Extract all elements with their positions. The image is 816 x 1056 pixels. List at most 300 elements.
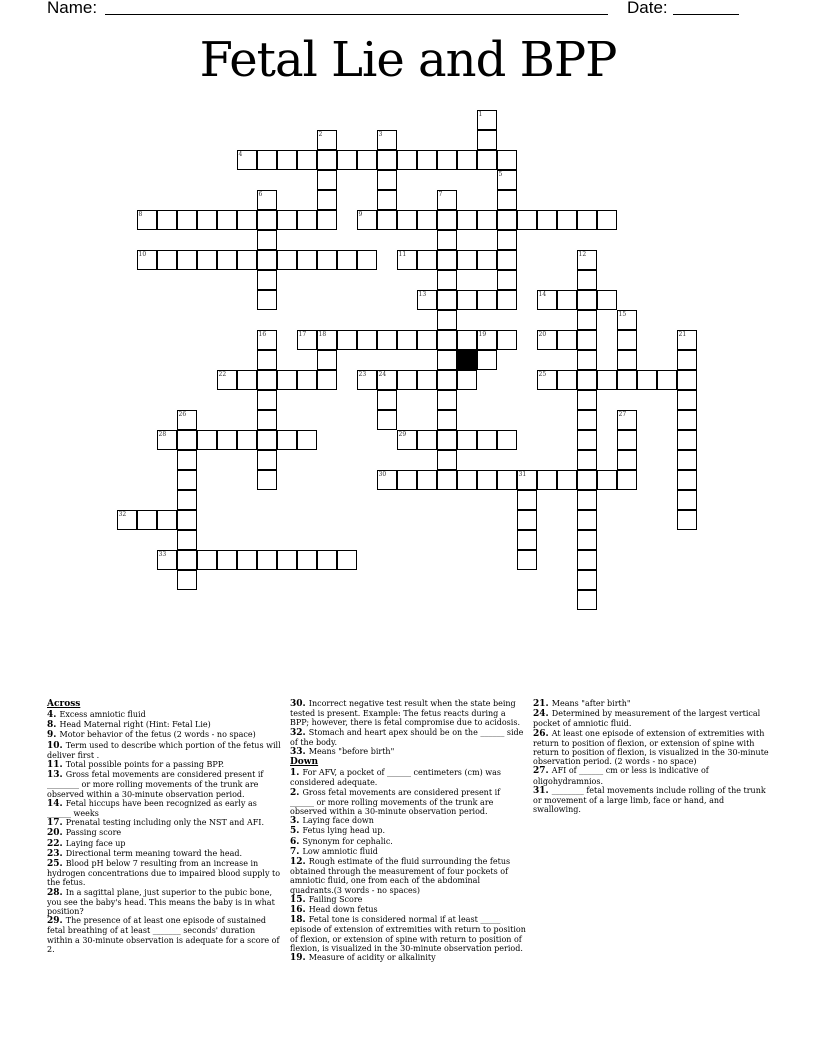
clue-number: 33 <box>158 550 167 558</box>
grid-cell[interactable] <box>457 210 477 230</box>
grid-cell[interactable] <box>437 390 457 410</box>
grid-cell[interactable] <box>437 410 457 430</box>
grid-cell[interactable] <box>677 430 697 450</box>
grid-cell[interactable] <box>197 430 217 450</box>
clue-text: Laying face up <box>65 838 126 848</box>
grid-cell[interactable] <box>677 510 697 530</box>
grid-cell[interactable] <box>577 530 597 550</box>
clue-text: Fetus lying head up. <box>302 826 385 836</box>
clue-text: Determined by measurement of the largest vertical pocket of amniotic fluid. <box>533 709 761 729</box>
grid-cell[interactable] <box>337 250 357 270</box>
grid-cell[interactable] <box>517 510 537 530</box>
grid-cell[interactable] <box>517 210 537 230</box>
grid-cell[interactable] <box>617 350 637 370</box>
grid-cell[interactable] <box>677 490 697 510</box>
clue-number: 17 <box>298 330 307 338</box>
grid-cell[interactable] <box>417 210 437 230</box>
grid-cell[interactable] <box>617 430 637 450</box>
grid-cell[interactable] <box>317 550 337 570</box>
clue-number: 8 <box>138 210 143 218</box>
grid-cell[interactable] <box>297 330 317 350</box>
grid-cell[interactable] <box>377 210 397 230</box>
clue-number-label: 14. <box>47 798 66 809</box>
grid-cell[interactable] <box>257 290 277 310</box>
clue-text: In a sagittal plane, just superior to the pubic bone, you see the baby's head. This means the baby is in what position? <box>47 887 275 917</box>
grid-cell[interactable] <box>137 250 157 270</box>
grid-cell[interactable] <box>677 410 697 430</box>
clue-number: 16 <box>258 330 267 338</box>
clue-number-label: 16. <box>290 905 309 916</box>
grid-cell[interactable] <box>617 310 637 330</box>
grid-cell[interactable] <box>497 250 517 270</box>
grid-cell[interactable] <box>297 150 317 170</box>
grid-cell[interactable] <box>437 190 457 210</box>
clue-item <box>533 729 773 767</box>
clue-item <box>47 828 283 838</box>
grid-cell[interactable] <box>157 430 177 450</box>
clue-number: 5 <box>498 170 503 178</box>
grid-cell[interactable] <box>537 330 557 350</box>
clue-text: Means "after birth" <box>551 699 631 708</box>
grid-cell[interactable] <box>677 450 697 470</box>
grid-cell[interactable] <box>257 190 277 210</box>
grid-cell[interactable] <box>457 330 477 350</box>
grid-cell[interactable] <box>417 150 437 170</box>
grid-cell[interactable] <box>537 290 557 310</box>
grid-cell[interactable] <box>137 510 157 530</box>
grid-cell[interactable] <box>577 310 597 330</box>
clue-item <box>290 826 526 836</box>
grid-cell[interactable] <box>477 150 497 170</box>
grid-cell[interactable] <box>317 330 337 350</box>
clue-number: 13 <box>418 290 427 298</box>
grid-cell[interactable] <box>177 430 197 450</box>
grid-cell[interactable] <box>177 450 197 470</box>
grid-cell[interactable] <box>517 490 537 510</box>
grid-cell[interactable] <box>477 210 497 230</box>
grid-cell[interactable] <box>477 130 497 150</box>
grid-cell[interactable] <box>517 530 537 550</box>
grid-cell[interactable] <box>257 470 277 490</box>
clue-text: Term used to describe which portion of the fetus will deliver first . <box>47 740 281 760</box>
grid-cell[interactable] <box>577 590 597 610</box>
grid-cell[interactable] <box>277 210 297 230</box>
grid-cell[interactable] <box>497 230 517 250</box>
grid-cell[interactable] <box>257 350 277 370</box>
grid-cell[interactable] <box>357 370 377 390</box>
grid-cell[interactable] <box>477 350 497 370</box>
clue-number-label: 13. <box>47 770 66 781</box>
clue-text: Means "before birth" <box>308 747 395 757</box>
clue-item <box>47 760 283 770</box>
grid-cell[interactable] <box>177 550 197 570</box>
grid-cell[interactable] <box>397 210 417 230</box>
clue-text: Head Maternal right (Hint: Fetal Lie) <box>59 720 211 730</box>
grid-cell[interactable] <box>457 150 477 170</box>
clue-number: 21 <box>678 330 687 338</box>
grid-cell[interactable] <box>237 550 257 570</box>
grid-cell[interactable] <box>497 150 517 170</box>
grid-cell[interactable] <box>297 550 317 570</box>
grid-cell[interactable] <box>437 450 457 470</box>
grid-cell[interactable] <box>577 510 597 530</box>
clue-number-label: 24. <box>533 709 552 720</box>
grid-cell[interactable] <box>497 470 517 490</box>
grid-cell[interactable] <box>537 210 557 230</box>
clue-number-label: 9. <box>47 730 60 741</box>
grid-cell[interactable] <box>537 470 557 490</box>
clue-text: Directional term meaning toward the head. <box>65 848 243 858</box>
grid-cell[interactable] <box>297 370 317 390</box>
clue-number: 10 <box>138 250 147 258</box>
grid-cell[interactable] <box>497 290 517 310</box>
grid-cell[interactable] <box>237 370 257 390</box>
clue-item <box>290 788 526 817</box>
grid-cell[interactable] <box>577 290 597 310</box>
grid-cell[interactable] <box>157 550 177 570</box>
grid-cell[interactable] <box>457 430 477 450</box>
grid-cell[interactable] <box>577 470 597 490</box>
grid-cell[interactable] <box>417 250 437 270</box>
grid-cell[interactable] <box>417 370 437 390</box>
grid-cell[interactable] <box>397 470 417 490</box>
clue-number: 3 <box>378 130 383 138</box>
grid-cell[interactable] <box>517 550 537 570</box>
clue-number-label: 8. <box>47 720 60 731</box>
clue-item <box>47 839 283 849</box>
clue-number-label: 27. <box>533 766 552 777</box>
grid-cell[interactable] <box>177 470 197 490</box>
grid-cell[interactable] <box>297 210 317 230</box>
grid-cell[interactable] <box>537 370 557 390</box>
clue-number: 28 <box>158 430 167 438</box>
grid-cell[interactable] <box>457 370 477 390</box>
grid-cell[interactable] <box>477 430 497 450</box>
clue-number-label: 2. <box>290 787 303 798</box>
clue-number-label: 32. <box>290 727 309 738</box>
grid-cell[interactable] <box>577 330 597 350</box>
grid-cell[interactable] <box>377 190 397 210</box>
grid-cell[interactable] <box>177 510 197 530</box>
grid-cell[interactable] <box>457 290 477 310</box>
grid-cell[interactable] <box>297 250 317 270</box>
grid-cell[interactable] <box>437 250 457 270</box>
clue-number-label: 23. <box>47 848 66 859</box>
grid-cell[interactable] <box>377 470 397 490</box>
grid-cell[interactable] <box>197 550 217 570</box>
grid-cell[interactable] <box>377 170 397 190</box>
grid-cell[interactable] <box>677 370 697 390</box>
clue-number-label: 28. <box>47 887 66 898</box>
grid-cell[interactable] <box>517 470 537 490</box>
clue-number-label: 15. <box>290 894 309 905</box>
grid-cell[interactable] <box>317 130 337 150</box>
grid-cell[interactable] <box>437 290 457 310</box>
grid-cell[interactable] <box>277 370 297 390</box>
grid-cell[interactable] <box>557 470 577 490</box>
grid-cell[interactable] <box>437 150 457 170</box>
grid-cell[interactable] <box>557 330 577 350</box>
grid-cell[interactable] <box>177 210 197 230</box>
grid-cell[interactable] <box>377 130 397 150</box>
grid-cell[interactable] <box>497 430 517 450</box>
grid-cell[interactable] <box>437 310 457 330</box>
clue-number-label: 4. <box>47 710 60 720</box>
grid-cell[interactable] <box>257 390 277 410</box>
clues-column-3 <box>533 699 773 814</box>
grid-cell[interactable] <box>257 230 277 250</box>
grid-cell[interactable] <box>437 370 457 390</box>
grid-cell[interactable] <box>437 330 457 350</box>
grid-cell[interactable] <box>177 530 197 550</box>
grid-cell[interactable] <box>317 190 337 210</box>
name-label: Name: <box>47 0 98 17</box>
grid-cell[interactable] <box>677 390 697 410</box>
grid-cell[interactable] <box>677 470 697 490</box>
grid-cell[interactable] <box>397 150 417 170</box>
grid-cell[interactable] <box>257 430 277 450</box>
grid-cell[interactable] <box>357 150 377 170</box>
clue-number-label: 11. <box>47 760 66 771</box>
grid-cell[interactable] <box>617 330 637 350</box>
grid-cell[interactable] <box>137 210 157 230</box>
grid-cell[interactable] <box>597 210 617 230</box>
grid-cell[interactable] <box>577 370 597 390</box>
grid-cell[interactable] <box>257 370 277 390</box>
clue-number: 30 <box>378 470 387 478</box>
grid-cell[interactable] <box>657 370 677 390</box>
grid-cell[interactable] <box>457 470 477 490</box>
grid-cell[interactable] <box>337 150 357 170</box>
clue-number: 1 <box>478 110 483 118</box>
grid-cell[interactable] <box>617 370 637 390</box>
date-label: Date: <box>627 0 668 17</box>
black-cell <box>457 350 477 370</box>
grid-cell[interactable] <box>117 510 137 530</box>
clue-number: 19 <box>478 330 487 338</box>
clue-item <box>290 747 526 757</box>
grid-cell[interactable] <box>257 550 277 570</box>
grid-cell[interactable] <box>217 370 237 390</box>
clue-item <box>290 895 526 905</box>
grid-cell[interactable] <box>417 330 437 350</box>
grid-cell[interactable] <box>257 330 277 350</box>
grid-cell[interactable] <box>557 290 577 310</box>
grid-cell[interactable] <box>217 250 237 270</box>
clues-column-2 <box>290 699 526 963</box>
grid-cell[interactable] <box>237 150 257 170</box>
grid-cell[interactable] <box>617 470 637 490</box>
grid-cell[interactable] <box>577 410 597 430</box>
clue-number-label: 31. <box>533 785 552 796</box>
grid-cell[interactable] <box>377 410 397 430</box>
grid-cell[interactable] <box>397 370 417 390</box>
grid-cell[interactable] <box>357 210 377 230</box>
grid-cell[interactable] <box>437 270 457 290</box>
grid-cell[interactable] <box>497 170 517 190</box>
down-heading: Down <box>290 757 319 768</box>
grid-cell[interactable] <box>497 270 517 290</box>
grid-cell[interactable] <box>437 210 457 230</box>
grid-cell[interactable] <box>177 570 197 590</box>
grid-cell[interactable] <box>617 410 637 430</box>
grid-cell[interactable] <box>257 450 277 470</box>
grid-cell[interactable] <box>577 570 597 590</box>
grid-cell[interactable] <box>417 430 437 450</box>
grid-cell[interactable] <box>177 490 197 510</box>
clue-number: 20 <box>538 330 547 338</box>
grid-cell[interactable] <box>337 330 357 350</box>
clue-number-label: 7. <box>290 846 303 857</box>
clue-number-label: 6. <box>290 836 303 847</box>
grid-cell[interactable] <box>257 210 277 230</box>
grid-cell[interactable] <box>377 330 397 350</box>
grid-cell[interactable] <box>317 170 337 190</box>
clue-text: Low amniotic fluid <box>302 846 378 856</box>
grid-cell[interactable] <box>197 210 217 230</box>
clue-item <box>47 770 283 799</box>
grid-cell[interactable] <box>477 470 497 490</box>
grid-cell[interactable] <box>577 210 597 230</box>
clue-item <box>290 837 526 847</box>
grid-cell[interactable] <box>577 550 597 570</box>
grid-cell[interactable] <box>437 470 457 490</box>
grid-cell[interactable] <box>397 430 417 450</box>
clue-text: Excess amniotic fluid <box>59 710 146 719</box>
grid-cell[interactable] <box>577 270 597 290</box>
grid-cell[interactable] <box>637 370 657 390</box>
grid-cell[interactable] <box>597 290 617 310</box>
clue-number: 24 <box>378 370 387 378</box>
grid-cell[interactable] <box>677 350 697 370</box>
clue-item <box>47 710 283 720</box>
clue-number: 6 <box>258 190 263 198</box>
grid-cell[interactable] <box>237 430 257 450</box>
clue-item <box>290 699 526 728</box>
clue-item <box>533 699 773 709</box>
grid-cell[interactable] <box>157 250 177 270</box>
clue-item <box>47 818 283 828</box>
grid-cell[interactable] <box>197 250 217 270</box>
clue-number-label: 12. <box>290 857 309 868</box>
grid-cell[interactable] <box>257 250 277 270</box>
clue-number: 31 <box>518 470 527 478</box>
clue-number-label: 22. <box>47 838 66 849</box>
clue-text: Motor behavior of the fetus (2 words - no space) <box>59 730 256 740</box>
grid-cell[interactable] <box>297 430 317 450</box>
grid-cell[interactable] <box>357 250 377 270</box>
grid-cell[interactable] <box>397 250 417 270</box>
grid-cell[interactable] <box>377 370 397 390</box>
clue-item <box>290 905 526 915</box>
clue-item <box>47 741 283 760</box>
grid-cell[interactable] <box>277 250 297 270</box>
grid-cell[interactable] <box>457 250 477 270</box>
grid-cell[interactable] <box>317 350 337 370</box>
grid-cell[interactable] <box>497 210 517 230</box>
clue-text: ________ fetal movements include rolling of the trunk or movement of a large limb, face or hand, and swallowing. <box>533 785 766 815</box>
clue-number-label: 19. <box>290 953 309 964</box>
clue-item <box>290 768 526 787</box>
grid-cell[interactable] <box>577 450 597 470</box>
grid-cell[interactable] <box>317 250 337 270</box>
grid-cell[interactable] <box>577 430 597 450</box>
grid-cell[interactable] <box>157 510 177 530</box>
clue-item <box>47 720 283 730</box>
clue-text: Head down fetus <box>308 905 378 915</box>
clue-number-label: 18. <box>290 915 309 926</box>
grid-cell[interactable] <box>437 230 457 250</box>
grid-cell[interactable] <box>317 370 337 390</box>
grid-cell[interactable] <box>257 270 277 290</box>
grid-cell[interactable] <box>277 430 297 450</box>
clue-number: 4 <box>238 150 243 158</box>
clue-number: 27 <box>618 410 627 418</box>
grid-cell[interactable] <box>577 350 597 370</box>
grid-cell[interactable] <box>477 330 497 350</box>
grid-cell[interactable] <box>477 290 497 310</box>
grid-cell[interactable] <box>477 110 497 130</box>
grid-cell[interactable] <box>317 150 337 170</box>
clue-text: The presence of at least one episode of sustained fetal breathing of at least _______ seconds' duration within a 30-minute observation is adequate for a score of 2. <box>47 916 280 954</box>
grid-cell[interactable] <box>217 550 237 570</box>
grid-cell[interactable] <box>157 210 177 230</box>
grid-cell[interactable] <box>397 330 417 350</box>
grid-cell[interactable] <box>617 450 637 470</box>
clues-column-1 <box>47 699 283 954</box>
grid-cell[interactable] <box>497 190 517 210</box>
grid-cell[interactable] <box>577 250 597 270</box>
grid-cell[interactable] <box>177 250 197 270</box>
grid-cell[interactable] <box>417 470 437 490</box>
grid-cell[interactable] <box>597 370 617 390</box>
grid-cell[interactable] <box>237 210 257 230</box>
clue-item <box>533 766 773 785</box>
grid-cell[interactable] <box>257 410 277 430</box>
grid-cell[interactable] <box>277 150 297 170</box>
grid-cell[interactable] <box>437 350 457 370</box>
grid-cell[interactable] <box>317 210 337 230</box>
grid-cell[interactable] <box>417 290 437 310</box>
grid-cell[interactable] <box>557 370 577 390</box>
grid-cell[interactable] <box>357 330 377 350</box>
grid-cell[interactable] <box>257 150 277 170</box>
grid-cell[interactable] <box>377 390 397 410</box>
grid-cell[interactable] <box>377 150 397 170</box>
clue-item <box>290 953 526 963</box>
clue-number: 15 <box>618 310 627 318</box>
clue-number: 26 <box>178 410 187 418</box>
grid-cell[interactable] <box>597 470 617 490</box>
grid-cell[interactable] <box>577 390 597 410</box>
grid-cell[interactable] <box>337 550 357 570</box>
grid-cell[interactable] <box>217 210 237 230</box>
clue-item <box>47 849 283 859</box>
clue-number: 18 <box>318 330 327 338</box>
grid-cell[interactable] <box>177 410 197 430</box>
clue-number-label: 17. <box>47 818 66 829</box>
grid-cell[interactable] <box>497 330 517 350</box>
grid-cell[interactable] <box>277 550 297 570</box>
grid-cell[interactable] <box>237 250 257 270</box>
grid-cell[interactable] <box>677 330 697 350</box>
grid-cell[interactable] <box>577 490 597 510</box>
grid-cell[interactable] <box>217 430 237 450</box>
grid-cell[interactable] <box>437 430 457 450</box>
grid-cell[interactable] <box>477 250 497 270</box>
across-clue-list-continued <box>290 699 526 757</box>
grid-cell[interactable] <box>557 210 577 230</box>
